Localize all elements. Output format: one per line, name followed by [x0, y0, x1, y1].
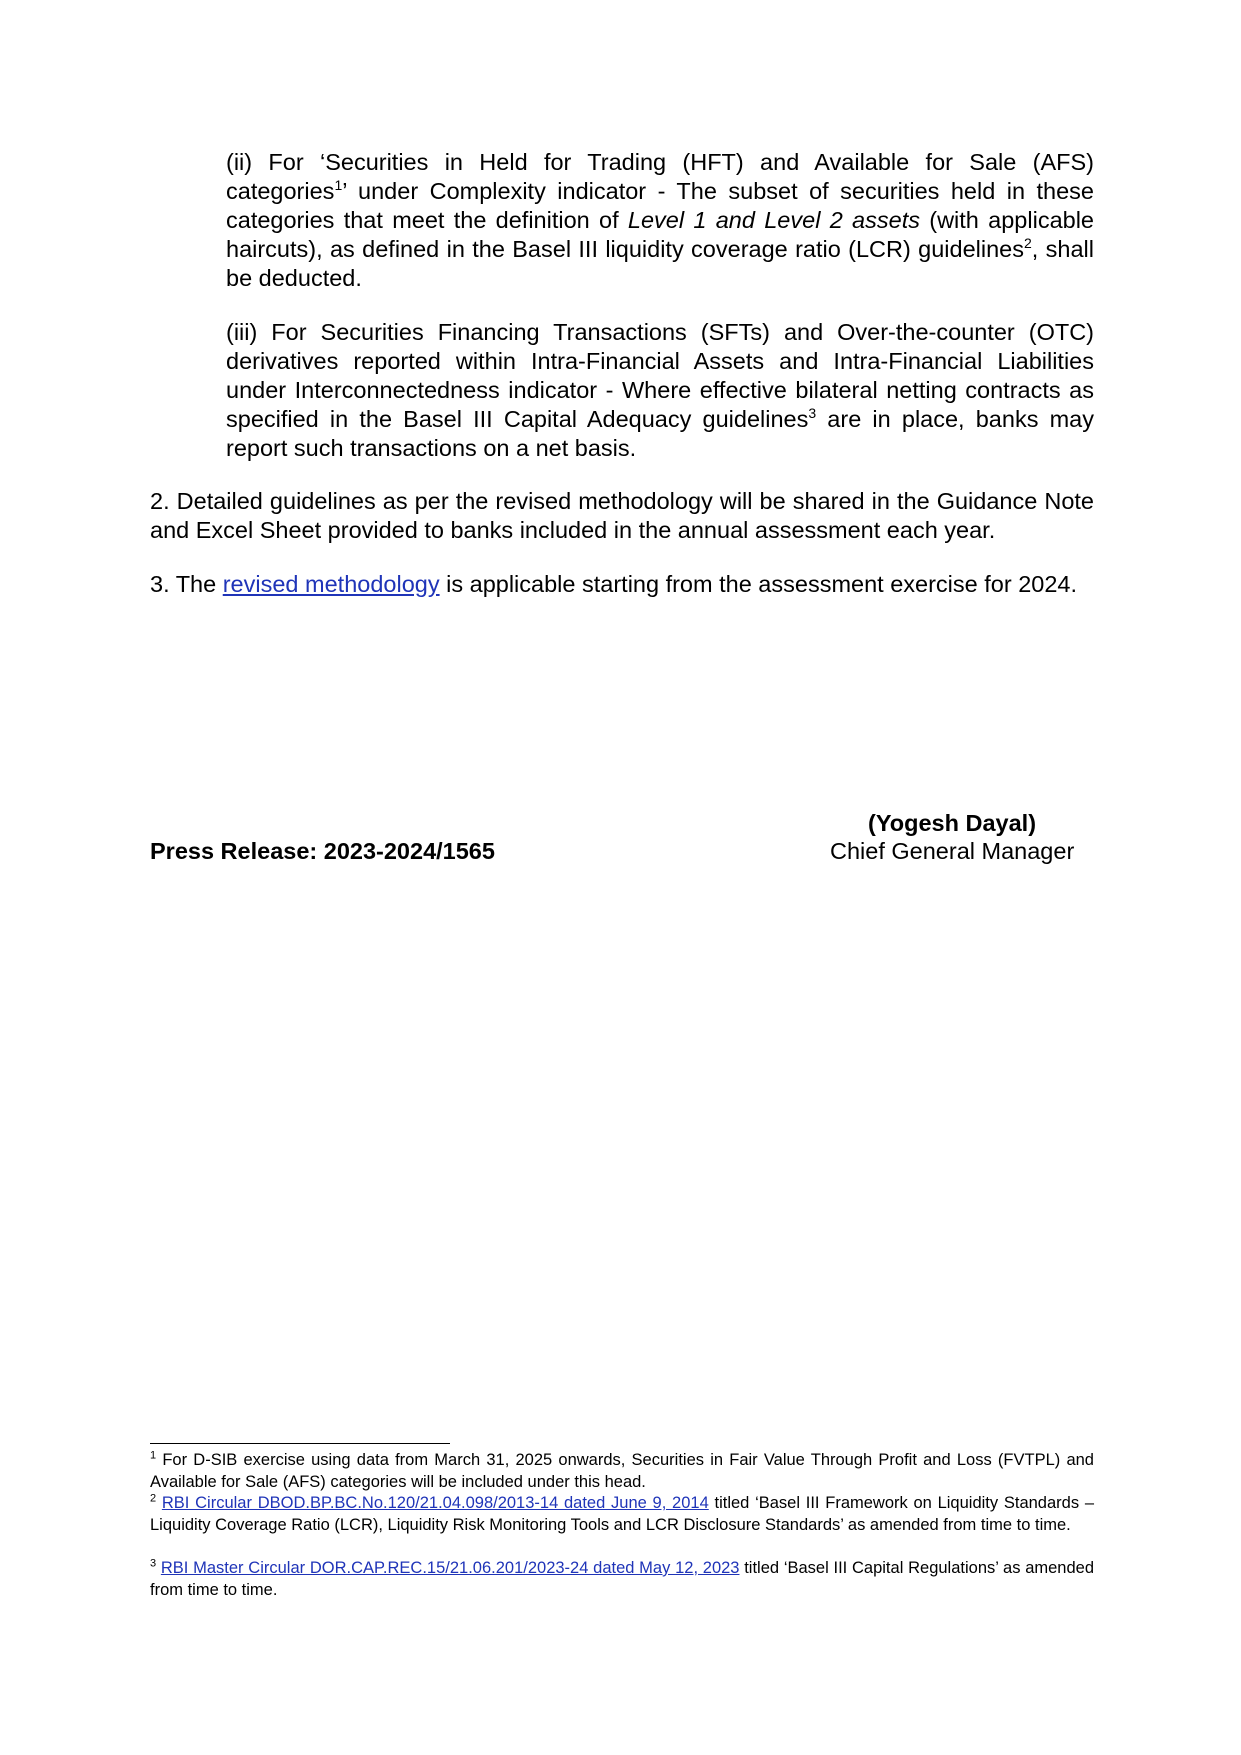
- revised-methodology-link[interactable]: revised methodology: [222, 571, 440, 597]
- item-iii-text-1: (iii) For Securities Financing Transactions (SFTs) and Over-the-counter (OTC) derivatives reported within Intra-Financial Assets and Intra-Financial Liabilities under Interconnectedness indicator - Where effective bilateral netting contracts as specified in the Basel III Capital Adequacy guidelines: [226, 319, 1094, 432]
- footnote-separator: [150, 1443, 450, 1444]
- footnote-1-number: 1: [150, 1449, 157, 1462]
- footnote-2: [150, 1493, 1094, 1536]
- footnote-3: [150, 1558, 1094, 1601]
- footnote-2-text: titled ‘Basel III Framework on Liquidity Standards – Liquidity Coverage Ratio (LCR), Liquidity Risk Monitoring Tools and LCR Disclosure Standards’ as amended from time to time.: [150, 1494, 1094, 1534]
- item-iii-paragraph: [226, 318, 1094, 463]
- item-ii-italic-term: Level 1 and Level 2 assets: [627, 207, 920, 233]
- footnote-1-text: For D-SIB exercise using data from March 31, 2025 onwards, Securities in Fair Value Through Profit and Loss (FVTPL) and Available for Sale (AFS) categories will be included under this head.: [150, 1451, 1094, 1491]
- paragraph-3: [150, 570, 1094, 599]
- item-ii-paragraph: [226, 148, 1094, 293]
- footnote-ref-2[interactable]: 2: [1023, 235, 1032, 252]
- item-iii-text-2: are in place, banks may report such transactions on a net basis.: [226, 406, 1094, 461]
- item-ii-text-1: (ii) For ‘Securities in Held for Trading (HFT) and Available for Sale (AFS) categories: [226, 149, 1094, 204]
- item-ii-text-4: , shall be deducted.: [226, 236, 1094, 291]
- signatory-title: Chief General Manager: [830, 838, 1075, 864]
- footnote-2-number: 2: [150, 1492, 157, 1505]
- footnote-3-number: 3: [150, 1557, 157, 1570]
- footnote-1: [150, 1450, 1094, 1493]
- footnote-ref-1[interactable]: 1: [334, 177, 343, 194]
- paragraph-3-prefix: 3. The: [150, 571, 217, 597]
- item-ii-text-3: (with applicable haircuts), as defined in the Basel III liquidity coverage ratio (LCR) guidelines: [226, 207, 1094, 262]
- paragraph-2: 2. Detailed guidelines as per the revised methodology will be shared in the Guidance Note and Excel Sheet provided to banks included in the annual assessment each year.: [150, 488, 1094, 543]
- item-ii-text-2: ’ under Complexity indicator - The subset of securities held in these categories that meet the definition of: [226, 178, 1094, 233]
- footnote-3-circular-link[interactable]: RBI Master Circular DOR.CAP.REC.15/21.06.201/2023-24 dated May 12, 2023: [160, 1559, 740, 1577]
- footnote-ref-3[interactable]: 3: [808, 405, 817, 422]
- press-release-number: Press Release: 2023-2024/1565: [150, 838, 495, 864]
- signatory-name: (Yogesh Dayal): [868, 810, 1037, 836]
- footnote-2-circular-link[interactable]: RBI Circular DBOD.BP.BC.No.120/21.04.098/2013-14 dated June 9, 2014: [161, 1494, 709, 1512]
- footnote-3-text: titled ‘Basel III Capital Regulations’ as amended from time to time.: [150, 1559, 1095, 1599]
- paragraph-3-suffix: is applicable starting from the assessment exercise for 2024.: [446, 571, 1078, 597]
